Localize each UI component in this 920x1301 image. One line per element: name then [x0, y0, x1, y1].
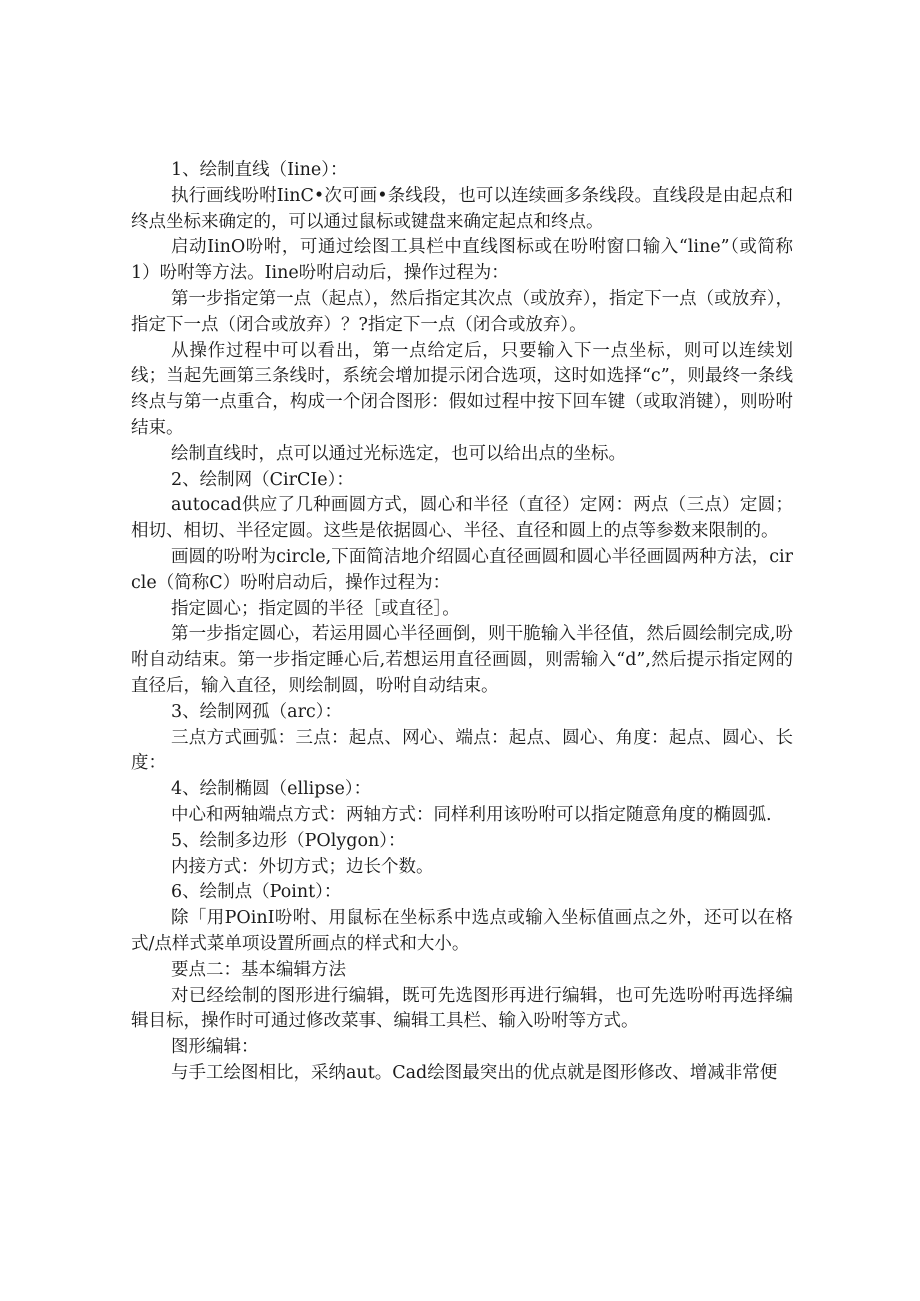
heading-arc: 3、绘制网孤（arc）：: [171, 701, 342, 722]
paragraph: 画圆的吩咐为circle,下面简洁地介绍圆心直径画圆和圆心半径画圆两种方法，circle（简称C）吩咐启动后，操作过程为：: [131, 546, 793, 593]
heading-ellipse: 4、绘制椭圆（ellipse）：: [171, 779, 372, 800]
paragraph: 对已经绘制的图形进行编辑，既可先选图形再进行编辑，也可先选吩咐再选择编辑目标，操作时可通过修改菜事、编辑工具栏、输入吩咐等方式。: [131, 985, 793, 1032]
heading-line: 1、绘制直线（Iine）：: [171, 160, 348, 180]
paragraph: 执行画线吩咐IinC•次可画•条线段，也可以连续画多条线段。直线段是由起点和终点坐标来确定的，可以通过鼠标或键盘来确定起点和终点。: [131, 185, 793, 232]
paragraph: 与手工绘图相比，采纳aut。Cad绘图最突出的优点就是图形修改、增减非常便: [171, 1062, 778, 1083]
paragraph: 指定圆心；指定圆的半径［或直径］。: [171, 598, 460, 619]
document-body: [131, 158, 793, 1087]
heading-graphic-editing: 图形编辑：: [171, 1037, 259, 1058]
paragraph: 除「用POinI吩咐、用鼠标在坐标系中选点或输入坐标值画点之外，还可以在格式/点样式菜单项设置所画点的样式和大小。: [131, 908, 793, 954]
paragraph: 启动IinO吩咐，可通过绘图工具栏中直线图标或在吩咐窗口输入“line”（或简称1）吩咐等方法。Iine吩咐启动后，操作过程为：: [131, 237, 793, 284]
paragraph: 第一步指定第一点（起点），然后指定其次点（或放弃），指定下一点（或放弃），指定下一点（闭合或放弃）？?指定下一点（闭合或放弃）。: [131, 288, 793, 335]
heading-circle: 2、绘制网（CirCIe）：: [171, 469, 354, 490]
paragraph: 中心和两轴端点方式：两轴方式：同样利用该吩咐可以指定随意角度的椭圆弧.: [171, 804, 772, 825]
heading-point: 6、绘制点（Point）：: [171, 882, 342, 903]
paragraph: 三点方式画弧：三点：起点、网心、端点：起点、圆心、角度：起点、圆心、长度：: [131, 727, 793, 774]
heading-key-point-two: 要点二：基本编辑方法: [171, 959, 346, 980]
paragraph: 绘制直线时，点可以通过光标选定，也可以给出点的坐标。: [171, 443, 626, 464]
paragraph: 内接方式：外切方式；边长个数。: [171, 856, 434, 877]
heading-polygon: 5、绘制多边形（POlygon）：: [171, 830, 406, 851]
paragraph: autocad供应了几种画圆方式，圆心和半径（直径）定网：两点（三点）定圆；相切、相切、半径定圆。这些是依据圆心、半径、直径和圆上的点等参数来限制的。: [131, 495, 793, 542]
paragraph: 从操作过程中可以看出，第一点给定后，只要输入下一点坐标，则可以连续划线；当起先画第三条线时，系统会增加提示闭合选项，这时如选择“c”，则最终一条线终点与第一点重合，构成一个闭合图形：假如过程中按下回车键（或取消键），则吩咐结束。: [131, 340, 793, 438]
paragraph: 第一步指定圆心，若运用圆心半径画倒，则干脆输入半径值，然后圆绘制完成,吩咐自动结束。第一步指定睡心后,若想运用直径画圆，则需输入“d”,然后提示指定网的直径后，输入直径，则绘制圆，吩咐自动结束。: [131, 624, 793, 696]
